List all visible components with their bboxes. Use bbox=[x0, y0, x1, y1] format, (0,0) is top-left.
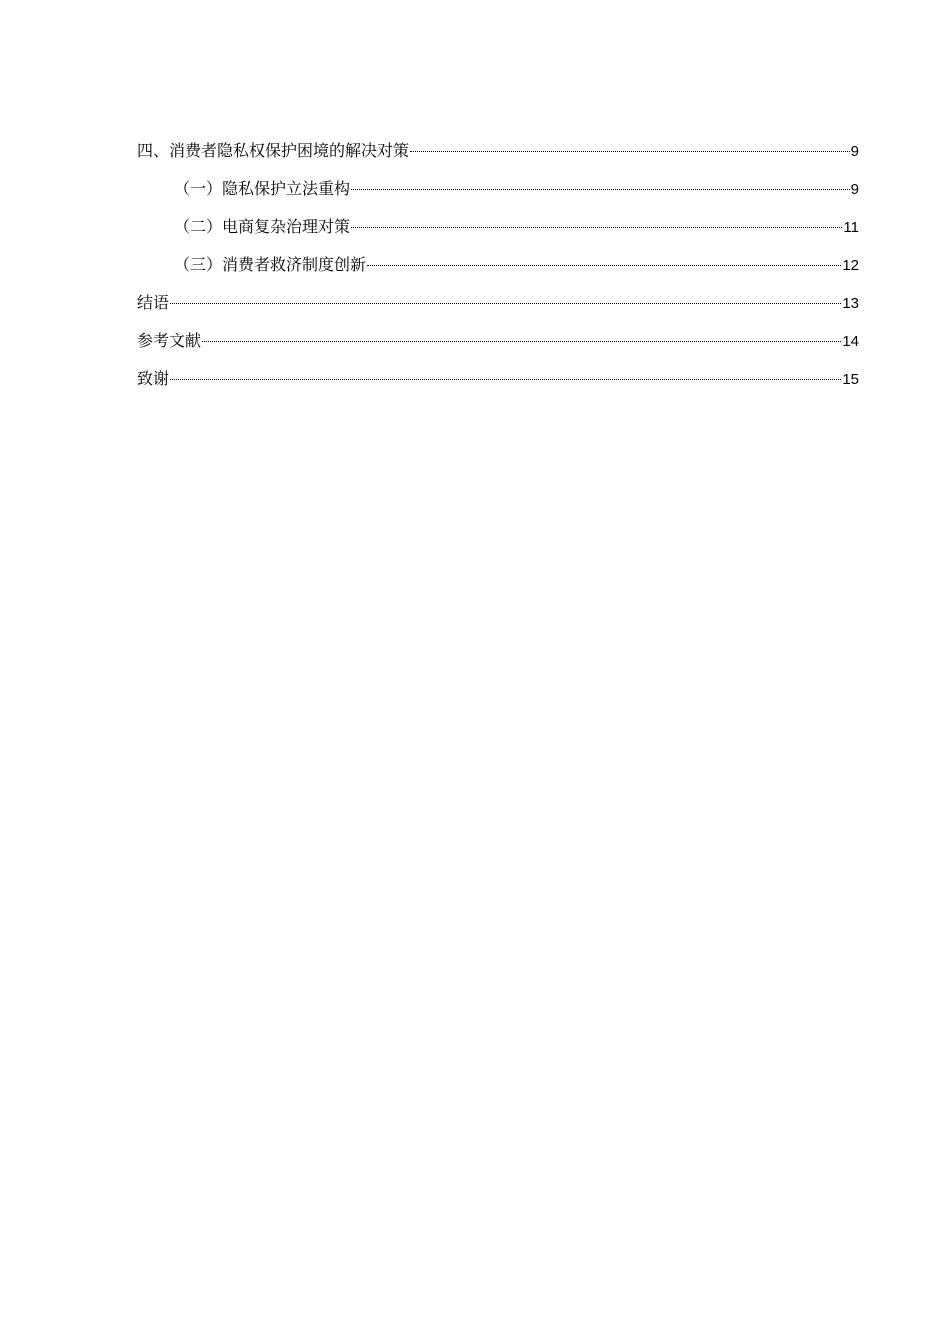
toc-entry-page-number: 9 bbox=[850, 143, 859, 160]
toc-entry-page-number: 11 bbox=[843, 219, 859, 236]
toc-entry-section-4-2[interactable] bbox=[137, 212, 859, 250]
toc-entry-acknowledgements[interactable] bbox=[137, 364, 859, 402]
toc-dot-leader bbox=[351, 227, 842, 228]
toc-entry-references[interactable] bbox=[137, 326, 859, 364]
table-of-contents bbox=[137, 136, 859, 402]
toc-dot-leader bbox=[170, 303, 841, 304]
toc-entry-title: 四、消费者隐私权保护困境的解决对策 bbox=[137, 141, 410, 160]
toc-entry-section-4-1[interactable] bbox=[137, 174, 859, 212]
toc-dot-leader bbox=[170, 379, 841, 380]
toc-entry-page-number: 9 bbox=[850, 181, 859, 198]
toc-dot-leader bbox=[202, 341, 841, 342]
toc-entry-title: 致谢 bbox=[137, 369, 170, 388]
toc-entry-chapter-4[interactable] bbox=[137, 136, 859, 174]
toc-entry-title: （二）电商复杂治理对策 bbox=[174, 217, 351, 236]
toc-entry-page-number: 15 bbox=[842, 371, 859, 388]
toc-entry-page-number: 13 bbox=[842, 295, 859, 312]
toc-entry-page-number: 14 bbox=[842, 333, 859, 350]
toc-entry-title: 参考文献 bbox=[137, 331, 202, 350]
toc-entry-title: （三）消费者救济制度创新 bbox=[174, 255, 367, 274]
toc-entry-conclusion[interactable] bbox=[137, 288, 859, 326]
toc-dot-leader bbox=[410, 151, 850, 152]
toc-entry-title: 结语 bbox=[137, 293, 170, 312]
toc-dot-leader bbox=[367, 265, 841, 266]
toc-dot-leader bbox=[351, 189, 850, 190]
toc-entry-title: （一）隐私保护立法重构 bbox=[174, 179, 351, 198]
toc-entry-page-number: 12 bbox=[842, 257, 859, 274]
toc-entry-section-4-3[interactable] bbox=[137, 250, 859, 288]
